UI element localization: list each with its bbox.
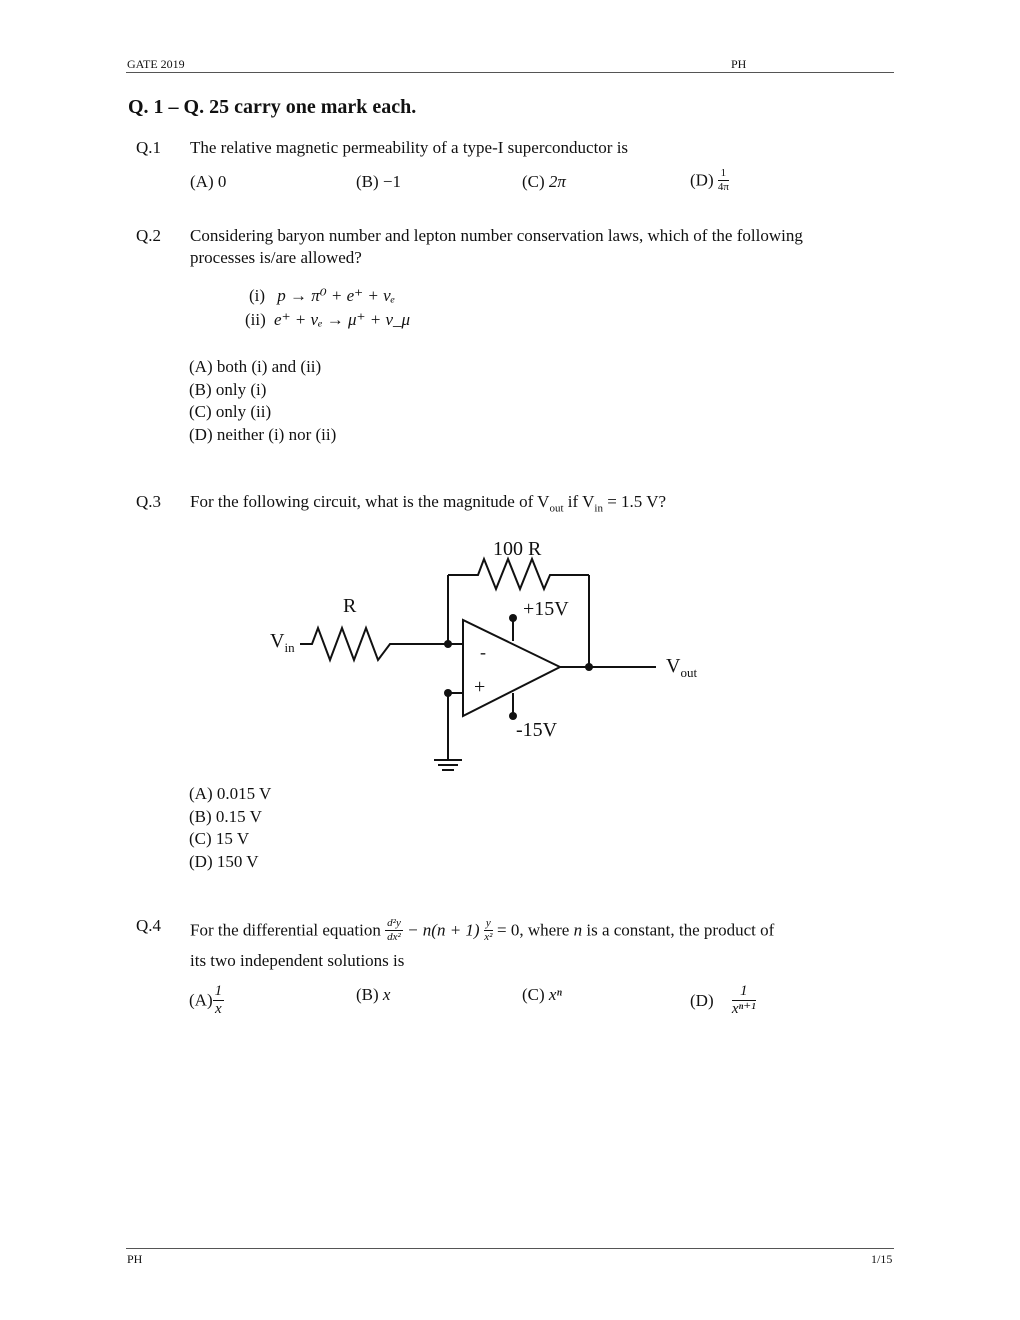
q4-text-line1 — [190, 918, 774, 943]
q3-option-a: (A) 0.015 V — [189, 784, 272, 803]
noninverting-sign: + — [474, 676, 486, 698]
vin-label — [270, 630, 295, 656]
q4-option-d — [690, 984, 756, 1017]
q4-var-n: n — [573, 920, 583, 940]
q4-option-d-num: 1 — [732, 984, 756, 1001]
section-title: Q. 1 – Q. 25 carry one mark each. — [128, 96, 417, 118]
inverting-sign: - — [480, 642, 486, 662]
supply-neg-label: -15V — [516, 719, 558, 741]
header-right: PH — [731, 57, 747, 71]
junction-out — [585, 663, 593, 671]
q1-option-c-label: (C) — [522, 172, 545, 191]
footer-page-number: 1/15 — [871, 1252, 893, 1266]
q2-option-d: (D) neither (i) nor (ii) — [189, 424, 337, 444]
q1-text: The relative magnetic permeability of a type-I superconductor is — [190, 138, 629, 157]
q4-text-part3: is a constant, the product of — [586, 920, 775, 940]
supply-pos-dot — [509, 614, 517, 622]
q4-option-c-value: xⁿ — [548, 985, 562, 1004]
junction-noninv — [444, 689, 452, 697]
q4-frac1 — [385, 918, 403, 943]
header-left: GATE 2019 — [127, 57, 185, 71]
q4-option-a — [189, 984, 224, 1017]
q2-text-line2: processes is/are allowed? — [190, 248, 362, 267]
q3-option-d: (D) 150 V — [189, 851, 259, 871]
q2-process-ii-eq: e⁺ + νₑ → μ⁺ + ν_μ — [274, 310, 411, 329]
q3-text-part1: For the following circuit, what is the magnitude of V — [190, 492, 550, 511]
q1-option-a: (A) 0 — [190, 172, 227, 191]
q2-option-b: (B) only (i) — [189, 379, 267, 399]
q1-option-d-num: 1 — [718, 168, 729, 181]
q4-frac2-num: y — [485, 917, 491, 929]
q4-option-a-num: 1 — [214, 983, 223, 999]
q1-number: Q.1 — [136, 138, 162, 157]
q1-option-b-label: (B) — [356, 172, 379, 191]
q2-process-i-label: (i) — [249, 286, 266, 305]
input-resistor — [300, 628, 448, 660]
q4-option-a-label: (A) — [189, 990, 213, 1010]
q1-option-c-value: 2π — [548, 172, 566, 191]
opamp-triangle — [463, 620, 560, 716]
q4-text-line2: its two independent solutions is — [190, 951, 405, 970]
q4-option-c-label: (C) — [522, 985, 545, 1004]
q3-text-part2: if V — [563, 492, 595, 511]
q4-option-d-fraction — [732, 984, 756, 1017]
q1-option-d-den: 4π — [717, 181, 729, 193]
q4-tail: = 0 — [496, 920, 520, 940]
supply-pos-label: +15V — [523, 598, 569, 620]
q3-text-part3: = 1.5 V? — [602, 492, 667, 511]
q4-option-d-den: xⁿ⁺¹ — [731, 1001, 756, 1017]
q1-option-d-label: (D) — [690, 170, 714, 190]
vout-label — [666, 655, 697, 681]
q3-options — [189, 784, 271, 874]
q4-frac2-den: x² — [484, 931, 493, 943]
q4-number: Q.4 — [136, 916, 162, 935]
q4-text-part2: , where — [519, 920, 570, 940]
q3-option-c: (C) 15 V — [189, 829, 250, 848]
q4-frac2 — [484, 918, 493, 943]
q2-option-a: (A) both (i) and (ii) — [189, 357, 322, 376]
q4-option-c — [522, 985, 562, 1005]
vin-label-main: V — [270, 630, 285, 652]
q4-frac1-num: d²y — [387, 917, 401, 929]
q3-text-sub2: in — [594, 502, 603, 515]
q4-option-a-den: x — [215, 1001, 222, 1017]
q4-option-b — [356, 985, 390, 1005]
q2-process-i-eq: p → π⁰ + e⁺ + νₑ — [277, 286, 396, 305]
q4-option-d-label: (D) — [690, 990, 714, 1010]
vout-label-main: V — [666, 655, 681, 677]
q3-text-sub1: out — [549, 502, 564, 515]
input-resistor-label: R — [343, 595, 357, 617]
q2-option-c: (C) only (ii) — [189, 402, 272, 421]
junction-inv — [444, 640, 452, 648]
feedback-resistor — [448, 559, 589, 589]
feedback-resistor-label: 100 R — [493, 538, 542, 560]
q4-option-b-value: x — [382, 985, 391, 1004]
q4-frac1-den: dx² — [387, 931, 401, 943]
q4-text-part1: For the differential equation — [190, 920, 381, 940]
q3-number: Q.3 — [136, 492, 162, 511]
q1-option-b-value: −1 — [382, 172, 402, 191]
q4-option-b-label: (B) — [356, 985, 379, 1004]
q2-number: Q.2 — [136, 226, 162, 245]
q4-option-a-fraction — [213, 984, 225, 1017]
vin-label-sub: in — [284, 640, 295, 655]
vout-label-sub: out — [680, 665, 698, 680]
footer-left: PH — [127, 1252, 143, 1266]
q4-middle: − n(n + 1) — [407, 920, 480, 940]
footer-rule — [126, 1248, 894, 1249]
q2-process-ii-label: (ii) — [245, 310, 266, 329]
q2-text-line1: Considering baryon number and lepton number conservation laws, which of the following — [190, 226, 803, 245]
q3-option-b: (B) 0.15 V — [189, 806, 262, 826]
